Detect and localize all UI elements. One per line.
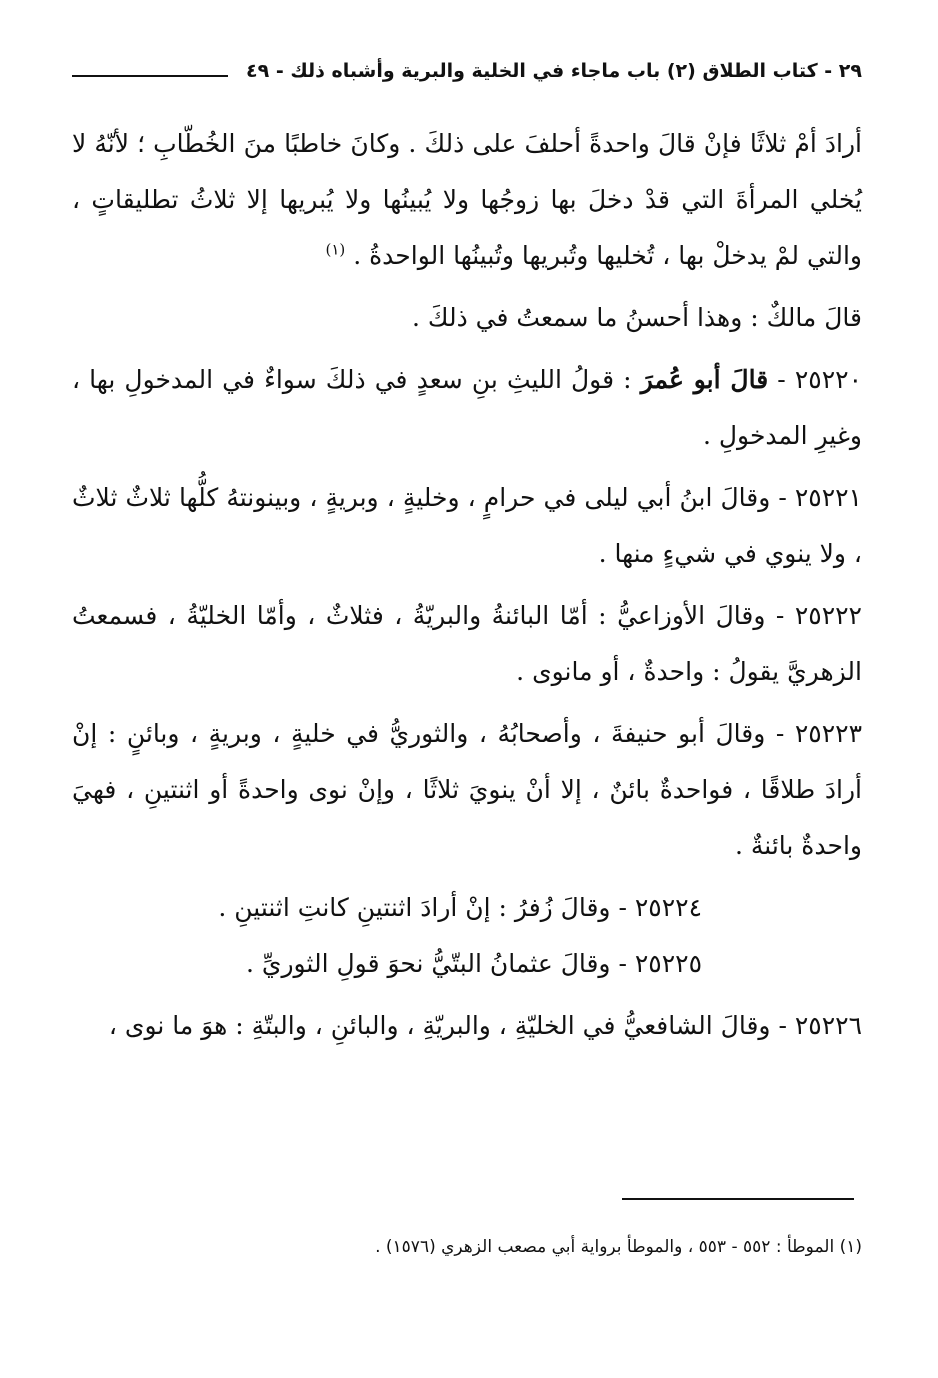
paragraph-number: ٢٥٢٢٢ bbox=[794, 601, 862, 630]
header-title: ٢٩ - كتاب الطلاق (٢) باب ماجاء في الخلية والبرية وأشباه ذلك - ٤٩ bbox=[246, 60, 862, 82]
paragraph-text: أرادَ أمْ ثلاثًا فإنْ قالَ واحدةً أحلفَ على ذلكَ . وكانَ خاطبًا منَ الخُطّابِ ؛ لأنّهُ لا يُخلي المرأةَ التي قدْ دخلَ بها زوجُها ولا يُبينُها ولا يُبريها إلا ثلاثُ تطليقاتٍ ، والتي لمْ يدخلْ بها ، تُخليها وتُبريها وتُبينُها الواحدةُ . bbox=[72, 129, 862, 270]
paragraph-number: ٢٥٢٢٥ bbox=[634, 949, 702, 978]
paragraph-number: ٢٥٢٢٠ bbox=[794, 365, 863, 394]
paragraph-25221: ٢٥٢٢١ - وقالَ ابنُ أبي ليلى في حرامٍ ، وخليةٍ ، وبريةٍ ، وبينونتهُ كلُّها ثلاثٌ ثلاثٌ ، ولا ينوي في شيءٍ منها . bbox=[72, 483, 862, 568]
paragraph-text: وقالَ الشافعيُّ في الخليّةِ ، والبريّةِ ، والبائنِ ، والبتّةِ : هوَ ما نوى ، bbox=[108, 1011, 771, 1040]
footnote-rule bbox=[622, 1198, 854, 1200]
header-rule bbox=[72, 75, 228, 77]
paragraph-25226: ٢٥٢٢٦ - وقالَ الشافعيُّ في الخليّةِ ، والبريّةِ ، والبائنِ ، والبتّةِ : هوَ ما نوى ، bbox=[108, 1011, 862, 1040]
paragraph-25224: ٢٥٢٢٤ - وقالَ زُفرُ : إنْ أرادَ اثنتينِ كانتِ اثنتينِ . bbox=[218, 893, 702, 922]
paragraph-25223: ٢٥٢٢٣ - وقالَ أبو حنيفةَ ، وأصحابُهُ ، والثوريُّ في خليةٍ ، وبريةٍ ، وبائنٍ : إنْ أرادَ طلاقًا ، فواحدةٌ بائنٌ ، إلا أنْ ينويَ ثلاثًا ، وإنْ نوى واحدةً أو اثنتينِ ، فهيَ واحدةٌ بائنةٌ . bbox=[72, 719, 862, 860]
paragraph-text: وقالَ أبو حنيفةَ ، وأصحابُهُ ، والثوريُّ في خليةٍ ، وبريةٍ ، وبائنٍ : إنْ أرادَ طلاقًا ، فواحدةٌ بائنٌ ، إلا أنْ ينويَ ثلاثًا ، وإنْ نوى واحدةً أو اثنتينِ ، فهيَ واحدةٌ بائنةٌ . bbox=[72, 719, 862, 860]
paragraph-malik bbox=[72, 290, 862, 346]
paragraph-25222: ٢٥٢٢٢ - وقالَ الأوزاعيُّ : أمّا البائنةُ والبريّةُ ، فثلاثٌ ، وأمّا الخليّةُ ، فسمعتُ الزهريَّ يقولُ : واحدةٌ ، أو مانوى . bbox=[72, 601, 862, 686]
footnote bbox=[72, 1232, 862, 1262]
footnote-text: (١) الموطأ : ٥٥٢ - ٥٥٣ ، والموطأ برواية أبي مصعب الزهري (١٥٧٦) . bbox=[375, 1237, 862, 1257]
paragraph-text: وقالَ عثمانُ البتّيُّ نحوَ قولِ الثوريِّ . bbox=[245, 949, 611, 978]
running-header bbox=[72, 54, 862, 88]
paragraph-number: ٢٥٢٢٤ bbox=[634, 893, 702, 922]
main-text bbox=[72, 116, 862, 1054]
paragraph-number: ٢٥٢٢١ bbox=[794, 483, 862, 512]
paragraph-text: وقالَ الأوزاعيُّ : أمّا البائنةُ والبريّةُ ، فثلاثٌ ، وأمّا الخليّةُ ، فسمعتُ الزهريَّ يقولُ : واحدةٌ ، أو مانوى . bbox=[72, 601, 862, 686]
paragraph-continuation bbox=[72, 116, 862, 284]
paragraph-text: : قولُ الليثِ بنِ سعدٍ في ذلكَ سواءٌ في المدخولِ بها ، وغيرِ المدخولِ . bbox=[72, 365, 862, 450]
paragraph-25220: ٢٥٢٢٠ - قالَ أبو عُمرَ : قولُ الليثِ بنِ سعدٍ في ذلكَ سواءٌ في المدخولِ بها ، وغيرِ المدخولِ . bbox=[72, 365, 863, 450]
paragraph-lead: قالَ أبو عُمرَ bbox=[640, 365, 769, 394]
paragraph-number: ٢٥٢٢٦ bbox=[794, 1011, 862, 1040]
paragraph-text: وقالَ زُفرُ : إنْ أرادَ اثنتينِ كانتِ اثنتينِ . bbox=[218, 893, 611, 922]
paragraph-number: ٢٥٢٢٣ bbox=[794, 719, 862, 748]
paragraph-text: قالَ مالكٌ : وهذا أحسنُ ما سمعتُ في ذلكَ . bbox=[412, 303, 862, 332]
paragraph-text: وقالَ ابنُ أبي ليلى في حرامٍ ، وخليةٍ ، وبريةٍ ، وبينونتهُ كلُّها ثلاثٌ ثلاثٌ ، ولا ينوي في شيءٍ منها . bbox=[72, 483, 862, 568]
paragraph-25225: ٢٥٢٢٥ - وقالَ عثمانُ البتّيُّ نحوَ قولِ الثوريِّ . bbox=[245, 949, 702, 978]
footnote-marker: (١) bbox=[325, 240, 346, 259]
